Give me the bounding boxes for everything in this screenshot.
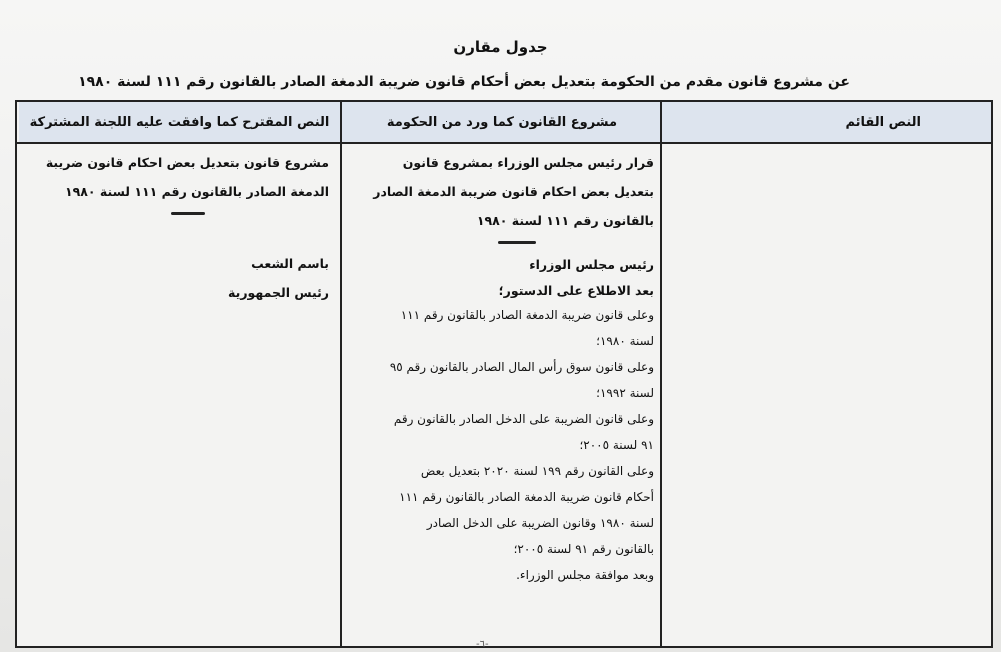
decree-line: قرار رئيس مجلس الوزراء بمشروع قانون: [402, 155, 654, 170]
header-current-text: النص القائم: [662, 102, 991, 142]
issuer-line: رئيس مجلس الوزراء: [529, 257, 654, 272]
comparison-table: [15, 100, 993, 648]
header-divider: [17, 142, 991, 144]
header-government-draft: مشروع القانون كما ورد من الحكومة: [342, 102, 662, 142]
preamble-line: أحكام قانون ضريبة الدمغة الصادر بالقانون رقم ١١١: [399, 490, 654, 504]
preamble-line: لسنة ١٩٨٠؛: [596, 334, 654, 348]
document-subtitle: عن مشروع قانون مقدم من الحكومة بتعديل بعض أحكام قانون ضريبة الدمغة الصادر بالقانون رقم ١١١ لسنة ١٩٨٠: [78, 74, 850, 90]
decree-line: بتعديل بعض احكام قانون ضريبة الدمغة الصادر: [373, 184, 654, 199]
committee-title-line: مشروع قانون بتعديل بعض احكام قانون ضريبة: [45, 155, 329, 170]
header-committee-text: النص المقترح كما وافقت عليه اللجنة المشتركة: [19, 102, 340, 142]
separator-dash: [498, 241, 536, 244]
preamble-line: وعلى قانون الضريبة على الدخل الصادر بالقانون رقم: [393, 412, 654, 426]
president-line: رئيس الجمهورية: [228, 285, 329, 300]
separator-dash: [171, 212, 205, 215]
committee-title-line: الدمغة الصادر بالقانون رقم ١١١ لسنة ١٩٨٠: [65, 184, 329, 199]
preamble-line: لسنة ١٩٩٢؛: [596, 386, 654, 400]
preamble-line: لسنة ١٩٨٠ وقانون الضريبة على الدخل الصادر: [426, 516, 654, 530]
preamble-line: بالقانون رقم ٩١ لسنة ٢٠٠٥؛: [513, 542, 654, 556]
preamble-line: وعلى القانون رقم ١٩٩ لسنة ٢٠٢٠ بتعديل بعض: [420, 464, 654, 478]
preamble-line: ٩١ لسنة ٢٠٠٥؛: [579, 438, 654, 452]
preamble-heading: بعد الاطلاع على الدستور؛: [498, 283, 654, 298]
document-title: جدول مقارن: [453, 38, 548, 56]
committee-text-cell: [19, 148, 339, 307]
preamble-line: وبعد موافقة مجلس الوزراء.: [516, 568, 654, 582]
decree-line: بالقانون رقم ١١١ لسنة ١٩٨٠: [476, 213, 654, 228]
page-number: -٦-: [476, 639, 489, 650]
preamble-line: وعلى قانون سوق رأس المال الصادر بالقانون رقم ٩٥: [389, 360, 654, 374]
government-draft-cell: [342, 148, 662, 588]
name-of-people-line: باسم الشعب: [251, 256, 329, 271]
preamble-line: وعلى قانون ضريبة الدمغة الصادر بالقانون رقم ١١١: [400, 308, 654, 322]
